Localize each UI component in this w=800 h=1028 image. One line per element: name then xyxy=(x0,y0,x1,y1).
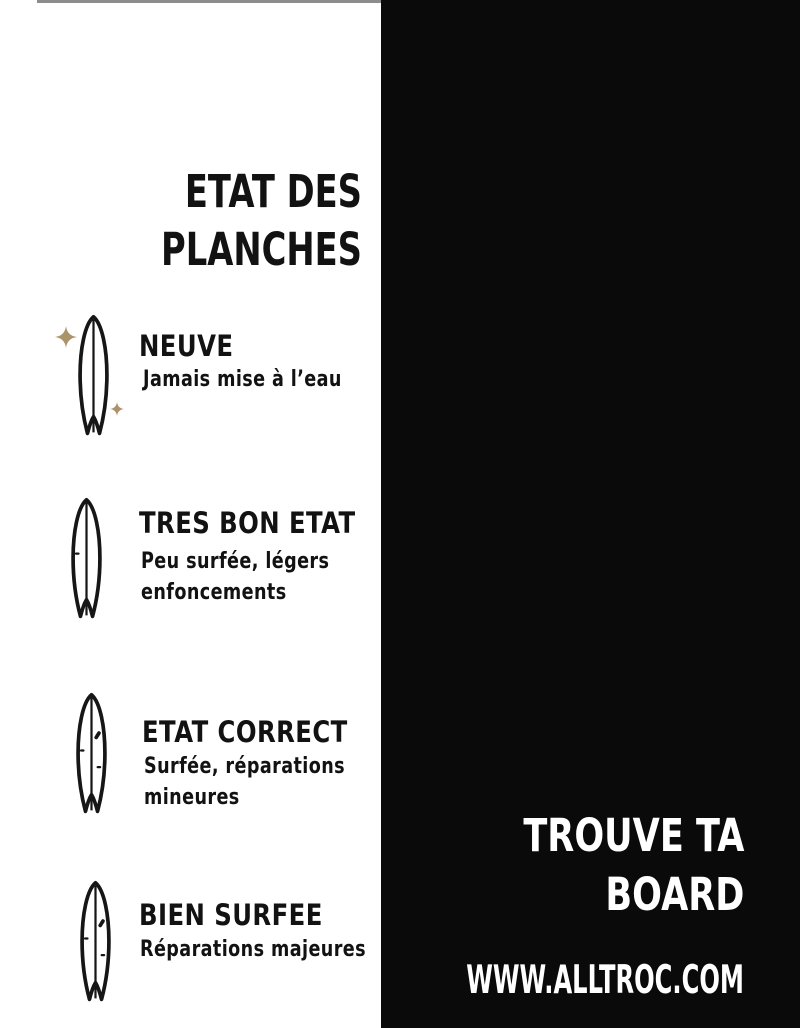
page-title-line1: ETAT DES xyxy=(184,165,362,218)
condition-description-line: Jamais mise à l’eau xyxy=(143,367,342,392)
tagline xyxy=(461,806,744,924)
condition-heading-tres-bon-etat: TRES BON ETAT xyxy=(139,506,356,540)
surfboard-well-used-icon xyxy=(77,880,114,1004)
condition-heading-bien-surfee: BIEN SURFEE xyxy=(139,898,323,932)
sparkle-icon xyxy=(110,402,124,416)
tagline-line1: TROUVE TA xyxy=(522,809,744,862)
page-title-line2: PLANCHES xyxy=(161,223,362,276)
condition-description xyxy=(143,364,342,395)
condition-description-line: enfoncements xyxy=(141,580,287,605)
top-border-line xyxy=(37,0,381,3)
surfboard-correct-icon xyxy=(73,692,110,816)
page-title xyxy=(94,163,362,279)
condition-description xyxy=(144,751,345,813)
condition-heading-neuve: NEUVE xyxy=(139,329,234,363)
surfboard-new-icon xyxy=(75,314,112,438)
website-url: WWW.ALLTROC.COM xyxy=(466,958,744,1003)
condition-description xyxy=(140,934,366,965)
tagline-line2: BOARD xyxy=(605,868,744,921)
condition-description-line: mineures xyxy=(144,785,240,810)
sparkle-icon xyxy=(55,326,77,348)
surfboard-very-good-icon xyxy=(68,497,105,621)
condition-description-line: Réparations majeures xyxy=(140,937,366,962)
condition-description xyxy=(141,546,329,608)
condition-description-line: Peu surfée, légers xyxy=(141,549,330,574)
condition-heading-etat-correct: ETAT CORRECT xyxy=(142,715,348,749)
condition-description-line: Surfée, réparations xyxy=(144,754,346,779)
